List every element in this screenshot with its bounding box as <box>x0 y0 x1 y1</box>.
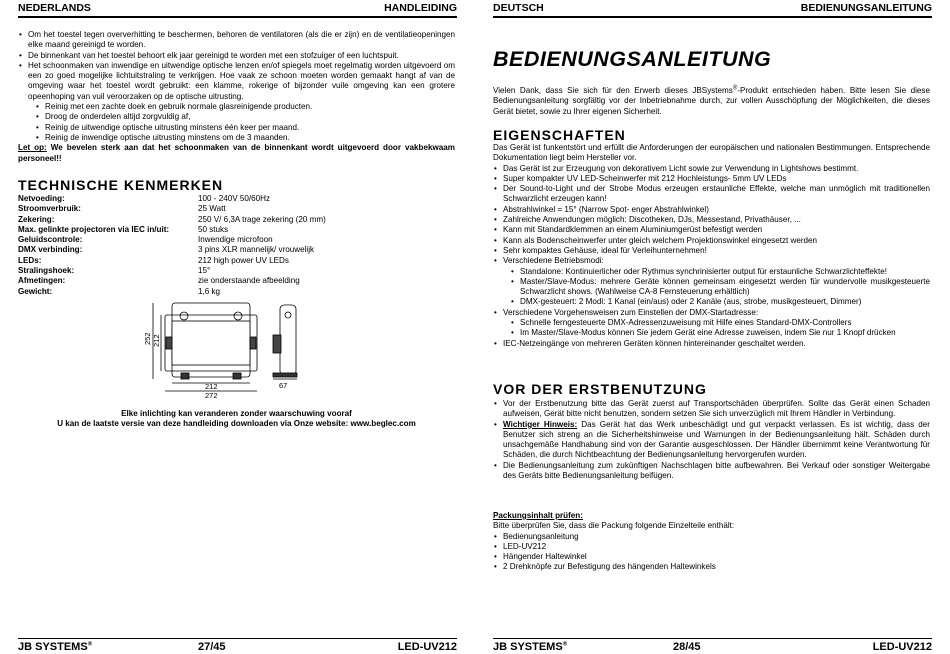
list-item: • Bedienungsanleitung <box>493 532 930 542</box>
page-header <box>18 2 457 18</box>
disclaimer-line-2: U kan de laatste versie van deze handleiding downloaden via Onze website: www.beglec.com <box>57 419 416 429</box>
package-section <box>493 511 930 573</box>
table-row <box>18 194 326 204</box>
dim-width-outer: 272 <box>205 391 218 400</box>
header-title: HANDLEIDING <box>384 2 457 14</box>
spec-label: Gewicht: <box>18 286 53 296</box>
list-item: • Het schoonmaken van inwendige en uitwendige optische lenzen en/of spiegels moet regelmatig worden uitgevoerd om een zo goed mogelijke lichtuitstraling te verkrijgen. Hoe vaak ze schoon moeten worden gemaakt hangt af van de omgeving waar het toestel wordt gebruikt: een klamme, rokerige of bijzonder vuile omgeving kan een grotere opeenhoping van vuil veroorzaken op de optische uitrusting. <box>18 61 455 102</box>
list-item: • Verschiedene Vorgehensweisen zum Einstellen der DMX-Startadresse: <box>493 308 930 318</box>
spec-value: Inwendige microfoon <box>198 235 273 245</box>
specs-section <box>18 177 455 297</box>
table-row <box>18 204 326 214</box>
important-label: Wichtiger Hinweis: <box>503 419 578 429</box>
sub-list-item: • DMX-gesteuert: 2 Modi: 1 Kanal (ein/aus) oder 2 Kanäle (aus, strobe, musikgesteuert, Dimmer) <box>493 297 930 307</box>
features-section <box>493 127 930 349</box>
package-list <box>493 532 930 573</box>
spec-label: Zekering: <box>18 214 55 224</box>
registered-mark: ® <box>87 641 93 648</box>
first-use-section <box>493 381 930 481</box>
list-item: • Vor der Erstbenutzung bitte das Gerät zuerst auf Transportschäden überprüfen. Sollte das Gerät einen Schaden aufweisen, Gerät bitte nicht benutzen, sondern setzen Sie sich unverzüglich mit Ihrem Händler in Verbindung. <box>493 399 930 420</box>
registered-mark: ® <box>562 641 568 648</box>
manual-title-block <box>493 47 930 71</box>
list-item: • Zahlreiche Anwendungen möglich: Discotheken, DJs, Messestand, Privathäuser, ... <box>493 215 930 225</box>
spec-label: Geluidscontrole: <box>18 235 83 245</box>
maintenance-list <box>18 30 455 143</box>
list-item: • Sehr kompaktes Gehäuse, ideal für Verleihunternehmen! <box>493 246 930 256</box>
intro-section <box>493 86 930 117</box>
dimensions-drawing <box>135 295 310 400</box>
table-row <box>18 245 326 255</box>
spec-value: zie onderstaande afbeelding <box>198 276 300 286</box>
sub-list-item: • Schnelle ferngesteuerte DMX-Adressenzuweisung mit Hilfe eines Standard-DMX-Controllers <box>493 318 930 328</box>
specs-table <box>18 194 326 297</box>
spec-value: 25 Watt <box>198 204 226 214</box>
list-item: • LED-UV212 <box>493 542 930 552</box>
footer-model: LED-UV212 <box>872 641 932 653</box>
table-row <box>18 215 326 225</box>
list-item: • Die Bedienungsanleitung zum zukünftigen Nachschlagen bitte aufbewahren. Bei Verkauf oder sonstiger Weitergabe des Geräts bitte Bedienungsanleitung beifügen. <box>493 461 930 482</box>
right-page <box>475 0 950 654</box>
list-item: • 2 Drehknöpfe zur Befestigung des hängenden Haltewinkels <box>493 562 930 572</box>
features-intro: Das Gerät ist funkentstört und erfüllt die Anforderungen der europäischen und nationalen Bestimmungen. Entsprechende Dokumentation liegt beim Hersteller vor. <box>493 143 930 163</box>
list-item: • Kann mit Standardklemmen an einem Aluminiumgerüst befestigt werden <box>493 225 930 235</box>
page-number: 27/45 <box>198 641 226 653</box>
manual-title: BEDIENUNGSANLEITUNG <box>493 47 772 71</box>
list-item: • Super kompakter UV LED-Scheinwerfer mit 212 Hochleistungs- 5mm UV LEDs <box>493 174 930 184</box>
sub-list-item: • Reinig de uitwendige optische uitrusting minstens één keer per maand. <box>18 123 455 133</box>
spec-label: Netvoeding: <box>18 194 65 203</box>
note-label: Let op: <box>18 143 47 153</box>
list-item: • Hängender Haltewinkel <box>493 552 930 562</box>
table-row <box>18 256 326 266</box>
list-item: • Om het toestel tegen oververhitting te beschermen, behoren de ventilatoren (als die er zijn) en de ventilatieopeningen elke maand gereinigd te worden. <box>18 30 455 51</box>
dim-height-outer: 252 <box>143 332 152 345</box>
brand-name: JB SYSTEMS <box>18 641 88 653</box>
specs-heading: TECHNISCHE KENMERKEN <box>18 177 224 193</box>
spec-value: 250 V/ 6,3A trage zekering (20 mm) <box>198 214 326 224</box>
sub-list-item: • Standalone: Kontinuierlicher oder Rythmus synchrinisierter output für erstaunliche Schwarzlichteffekte! <box>493 267 930 277</box>
features-heading: EIGENSCHAFTEN <box>493 127 626 143</box>
table-row <box>18 276 326 286</box>
package-intro: Bitte überprüfen Sie, dass die Packung folgende Einzelteile enthält: <box>493 521 735 531</box>
spec-label: Stroomverbruik: <box>18 204 81 214</box>
maintenance-section <box>18 30 455 164</box>
spec-label: Afmetingen: <box>18 276 66 286</box>
list-item: • Abstrahlwinkel = 15° (Narrow Spot- enger Abstrahlwinkel) <box>493 205 930 215</box>
list-item: • De binnenkant van het toestel behoort elk jaar gereinigd te worden met een stofzuiger of een luchtspuit. <box>18 51 455 61</box>
important-text: Das Gerät hat das Werk unbeschädigt und gut verpackt verlassen. Es ist wichtig, dass der Benutzer sich streng an die Sicherheitshinweise und Warnungen in der Bedienungsanleitung hält. Schäden durch unsachgemäße Handhabung sind von der Garantie ausgeschlossen. Der Händler übernimmt keine Verantwortung für Schäden, die durch Nichtbeachtung der Bedienungsanleitung hervorgerufen wurden. <box>503 419 930 460</box>
brand-name: JB SYSTEMS <box>493 641 563 653</box>
dim-height-inner: 212 <box>152 334 161 347</box>
table-row <box>18 266 326 276</box>
registered-mark: ® <box>732 85 738 92</box>
page-header <box>493 2 932 18</box>
intro-part-1: Vielen Dank, dass Sie sich für den Erwerb dieses JBSystems <box>493 86 733 95</box>
sub-list-item: • Droog de onderdelen altijd zorgvuldig af, <box>18 112 455 122</box>
intro-part-2: -Produkt entschieden haben. Bitte lesen Sie diese Bedienungsanleitung sorgfältig vor der Inbetriebnahme durch, zur vollen Ausschöpfung der Möglichkeiten, die dieses Gerät bietet, sowie zu Ihrer eigenen Sicherheit. <box>493 86 930 116</box>
header-language: DEUTSCH <box>493 2 544 14</box>
spec-label: Stralingshoek: <box>18 266 75 276</box>
list-item <box>493 420 930 461</box>
package-heading: Packungsinhalt prüfen: <box>493 511 583 520</box>
spec-value: 212 high power UV LEDs <box>198 255 289 265</box>
table-row <box>18 235 326 245</box>
spec-value: 3 pins XLR mannelijk/ vrouwelijk <box>198 245 315 255</box>
spec-label: DMX verbinding: <box>18 245 83 255</box>
page-footer <box>493 638 932 653</box>
sub-list-item: • Im Master/Slave-Modus können Sie jedem Gerät eine Adresse zuweisen, indem Sie nur 1 Knopf drücken <box>493 328 930 338</box>
note-text: We bevelen sterk aan dat het schoonmaken van de binnenkant wordt uitgevoerd door vakbekwaam personeel!! <box>18 143 455 163</box>
list-item: • Verschiedene Betriebsmodi: <box>493 256 930 266</box>
spec-label: Max. gelinkte projectoren via IEC in/uit: <box>18 224 170 234</box>
disclaimer <box>18 409 455 430</box>
features-list <box>493 164 930 349</box>
list-item: • Das Gerät ist zur Erzeugung von dekorativem Licht sowie zur Verwendung in Lightshows bestimmt. <box>493 164 930 174</box>
table-row <box>18 225 326 235</box>
first-use-list <box>493 399 930 481</box>
first-use-heading: VOR DER ERSTBENUTZUNG <box>493 381 707 397</box>
sub-list-item: • Master/Slave-Modus: mehrere Geräte können gemeinsam eingesetzt werden für wundervolle musikgesteuerte Schwarzlicht shows. (Wahlweise CA-8 Fernsteuerung erhältlich) <box>493 277 930 298</box>
page-footer <box>18 638 457 653</box>
warning-note <box>18 143 455 164</box>
spec-value: 100 - 240V 50/60Hz <box>198 194 270 203</box>
list-item: • Kann als Bodenscheinwerfer unter gleich welchem Projektionswinkel eingesetzt werden <box>493 236 930 246</box>
page-number: 28/45 <box>673 641 701 653</box>
spec-label: LEDs: <box>18 255 42 265</box>
dim-width-inner: 212 <box>205 382 218 391</box>
header-title: BEDIENUNGSANLEITUNG <box>800 2 932 14</box>
spec-value: 1,6 kg <box>198 286 221 296</box>
header-language: NEDERLANDS <box>18 2 91 14</box>
list-item: • IEC-Netzeingänge von mehreren Geräten können hintereinander geschaltet werden. <box>493 339 930 349</box>
list-item: • Der Sound-to-Light und der Strobe Modus erzeugen erstaunliche Effekte, welche man unmöglich mit traditionellen Schwarzlicht erzeugen kann! <box>493 184 930 205</box>
disclaimer-line-1: Elke inlichting kan veranderen zonder waarschuwing vooraf <box>121 409 352 418</box>
dim-depth: 67 <box>279 381 288 390</box>
sub-list-item: • Reinig de inwendige optische uitrusting minstens om de 3 maanden. <box>18 133 455 143</box>
sub-list-item: • Reinig met een zachte doek en gebruik normale glasreinigende producten. <box>18 102 455 112</box>
spec-value: 15° <box>198 266 211 276</box>
intro-text <box>493 86 930 117</box>
footer-brand <box>18 640 92 654</box>
footer-model: LED-UV212 <box>397 641 457 653</box>
spec-value: 50 stuks <box>198 224 229 234</box>
footer-brand <box>493 640 567 654</box>
